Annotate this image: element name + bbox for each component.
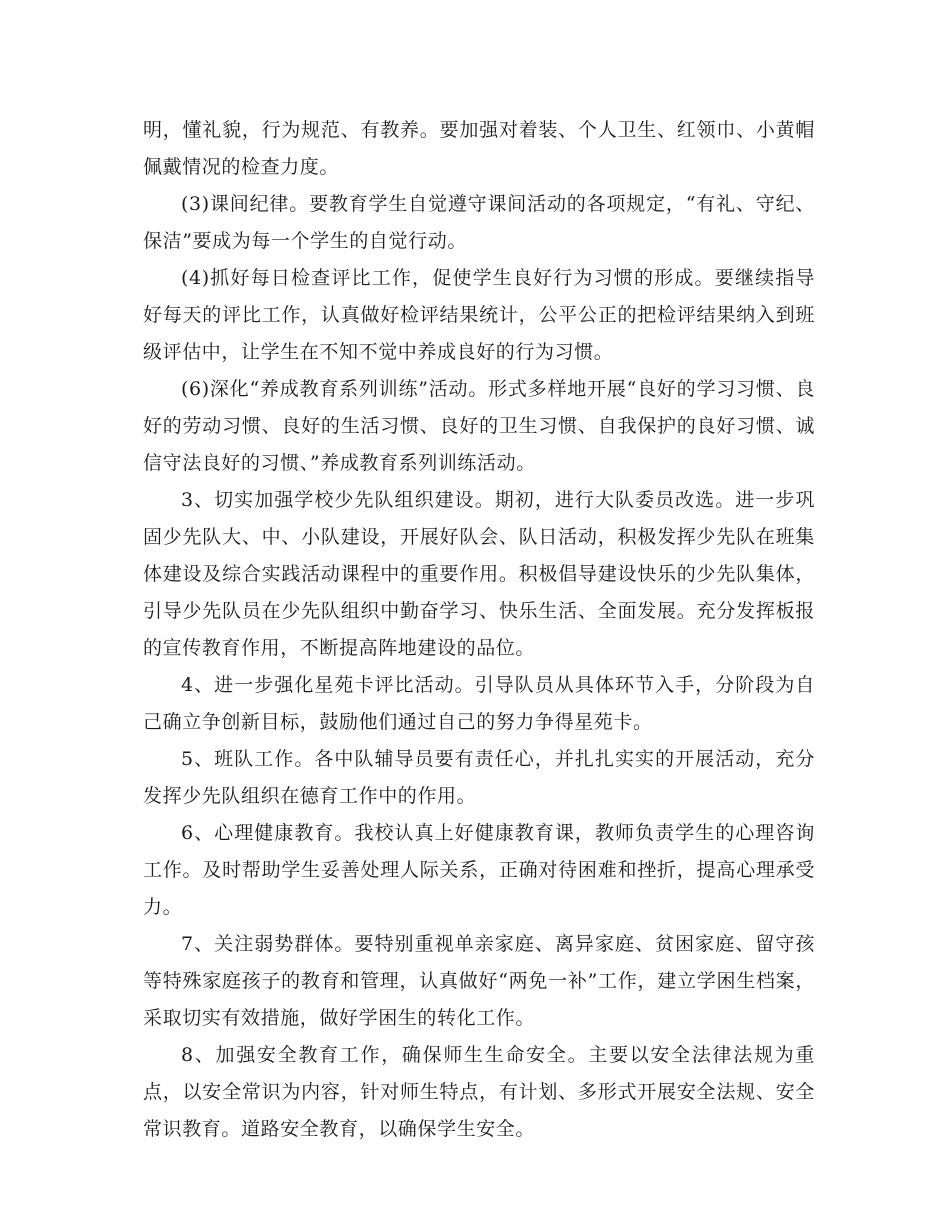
paragraph-daily-inspection: (4)抓好每日检查评比工作，促使学生良好行为习惯的形成。要继续指导好每天的评比工作，认真做好检评结果统计，公平公正的把检评结果纳入到班级评估中，让学生在不知不觉中养成良好的行为习惯。 bbox=[143, 267, 815, 363]
paragraph-class-team-work: 5、班队工作。各中队辅导员要有责任心，并扎扎实实的开展活动，充分发挥少先队组织在德育工作中的作用。 bbox=[143, 748, 815, 807]
paragraph-habit-training: (6)深化“养成教育系列训练”活动。形式多样地开展“良好的学习习惯、良好的劳动习惯、良好的生活习惯、良好的卫生习惯、自我保护的良好习惯、诚信守法良好的习惯、”养成教育系列训练活动。 bbox=[143, 378, 815, 474]
paragraph-recess-discipline: (3)课间纪律。要教育学生自觉遵守课间活动的各项规定，“有礼、守纪、保洁”要成为每一个学生的自觉行动。 bbox=[143, 193, 815, 252]
paragraph-young-pioneers: 3、切实加强学校少先队组织建设。期初，进行大队委员改选。进一步巩固少先队大、中、小队建设，开展好队会、队日活动，积极发挥少先队在班集体建设及综合实践活动课程中的重要作用。积极倡导建设快乐的少先队集体，引导少先队员在少先队组织中勤奋学习、快乐生活、全面发展。充分发挥板报的宣传教育作用，不断提高阵地建设的品位。 bbox=[143, 489, 815, 659]
document-body bbox=[143, 112, 815, 1148]
paragraph-vulnerable-groups: 7、关注弱势群体。要特别重视单亲家庭、离异家庭、贫困家庭、留守孩等特殊家庭孩子的教育和管理，认真做好“两免一补”工作，建立学困生档案，采取切实有效措施，做好学困生的转化工作。 bbox=[143, 933, 815, 1029]
paragraph-safety-education: 8、加强安全教育工作，确保师生生命安全。主要以安全法律法规为重点，以安全常识为内容，针对师生特点，有计划、多形式开展安全法规、安全常识教育。道路安全教育，以确保学生安全。 bbox=[143, 1044, 815, 1140]
paragraph-star-card: 4、进一步强化星苑卡评比活动。引导队员从具体环节入手，分阶段为自己确立争创新目标，鼓励他们通过自己的努力争得星苑卡。 bbox=[143, 674, 815, 733]
paragraph-continuation: 明，懂礼貌，行为规范、有教养。要加强对着装、个人卫生、红领巾、小黄帽佩戴情况的检查力度。 bbox=[143, 119, 815, 178]
paragraph-mental-health: 6、心理健康教育。我校认真上好健康教育课，教师负责学生的心理咨询工作。及时帮助学生妥善处理人际关系，正确对待困难和挫折，提高心理承受力。 bbox=[143, 822, 815, 918]
